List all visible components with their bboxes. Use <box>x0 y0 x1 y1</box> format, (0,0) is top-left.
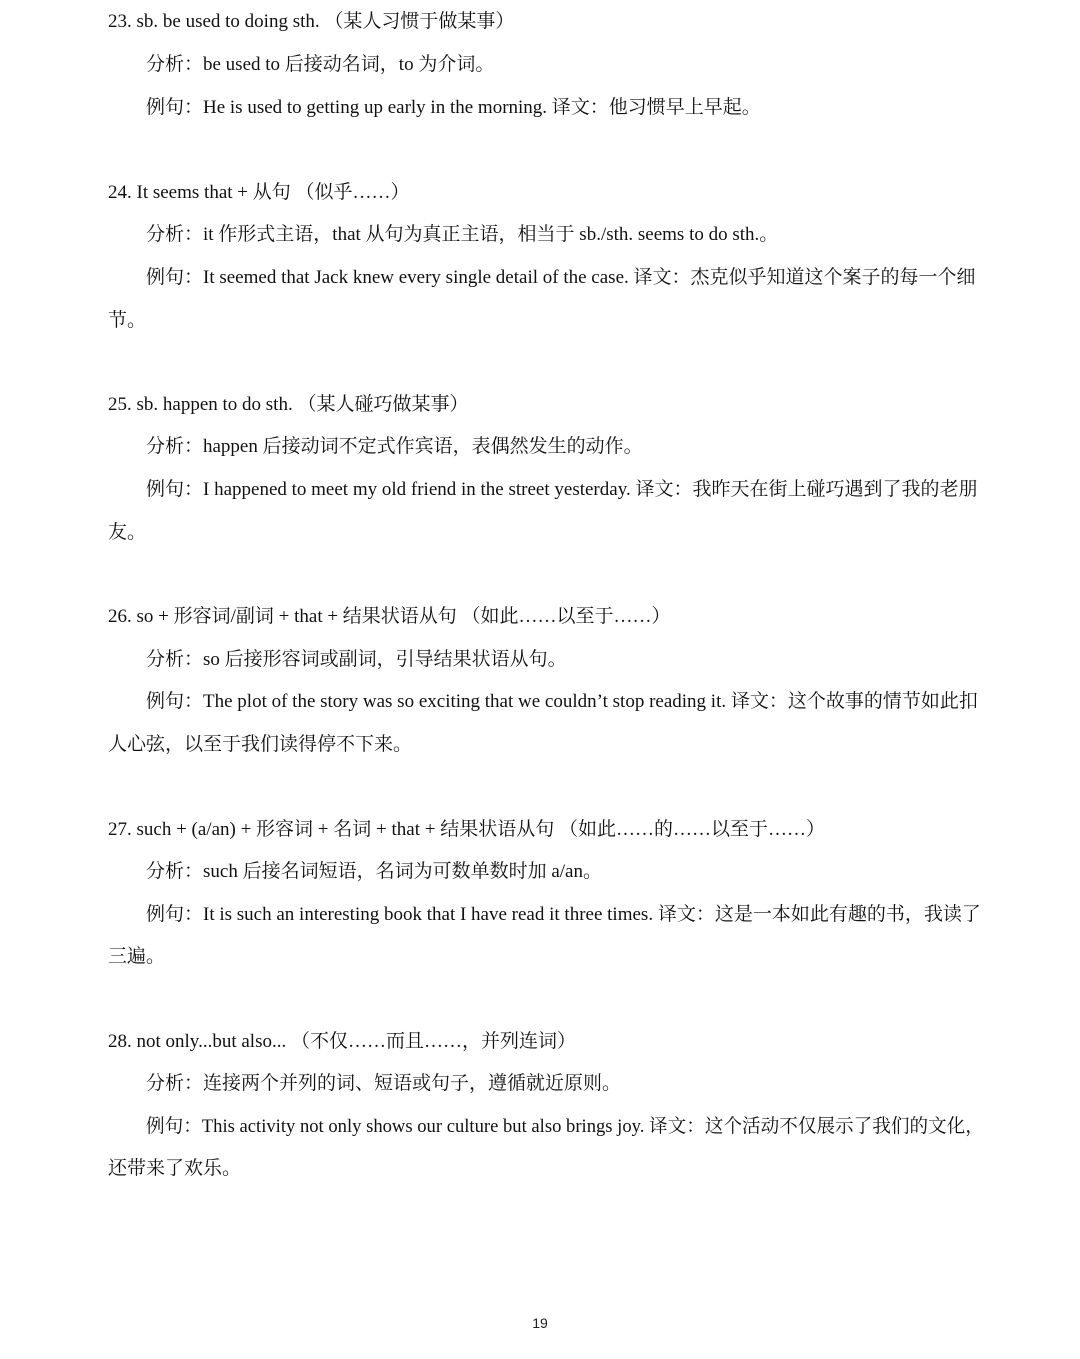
entry-example: 例句：He is used to getting up early in the morning. 译文：他习惯早上早起。 <box>146 97 761 118</box>
entry-example: 例句：I happened to meet my old friend in the street yesterday. 译文：我昨天在街上碰巧遇到了我的老朋 <box>146 479 978 500</box>
entry-heading: 28. not only...but also... （不仅……而且……，并列连词） <box>108 1031 576 1052</box>
page-number: 19 <box>532 1315 548 1331</box>
entry-analysis: 分析：it 作形式主语，that 从句为真正主语，相当于 sb./sth. seems to do sth.。 <box>146 224 779 245</box>
entry-example: 例句：It seemed that Jack knew every single detail of the case. 译文：杰克似乎知道这个案子的每一个细 <box>146 267 976 288</box>
entry-example-continued: 三遍。 <box>108 946 166 967</box>
entry-example-continued: 还带来了欢乐。 <box>108 1158 242 1179</box>
entry-example: 例句：It is such an interesting book that I have read it three times. 译文：这是一本如此有趣的书，我读了 <box>146 904 981 925</box>
entry-heading: 26. so + 形容词/副词 + that + 结果状语从句 （如此……以至于……） <box>108 606 671 627</box>
entry-example-continued: 友。 <box>108 522 147 543</box>
entry-heading: 24. It seems that + 从句 （似乎……） <box>108 182 410 203</box>
entry-example-continued: 节。 <box>108 310 147 331</box>
entry-analysis: 分析：such 后接名词短语，名词为可数单数时加 a/an。 <box>146 861 602 882</box>
entry-heading: 25. sb. happen to do sth. （某人碰巧做某事） <box>108 394 469 415</box>
entry-analysis: 分析：连接两个并列的词、短语或句子，遵循就近原则。 <box>146 1073 622 1094</box>
entry-heading: 27. such + (a/an) + 形容词 + 名词 + that + 结果状语从句 （如此……的……以至于……） <box>108 819 825 840</box>
entry-heading: 23. sb. be used to doing sth. （某人习惯于做某事） <box>108 11 515 32</box>
entry-analysis: 分析：be used to 后接动名词，to 为介词。 <box>146 54 495 75</box>
entry-example-continued: 人心弦，以至于我们读得停不下来。 <box>108 734 413 755</box>
entry-example: 例句：This activity not only shows our culture but also brings joy. 译文：这个活动不仅展示了我们的文化， <box>146 1116 984 1137</box>
entry-example: 例句：The plot of the story was so exciting that we couldn’t stop reading it. 译文：这个故事的情节如此扣 <box>146 691 978 712</box>
entry-analysis: 分析：so 后接形容词或副词，引导结果状语从句。 <box>146 649 567 670</box>
entry-analysis: 分析：happen 后接动词不定式作宾语，表偶然发生的动作。 <box>146 436 643 457</box>
